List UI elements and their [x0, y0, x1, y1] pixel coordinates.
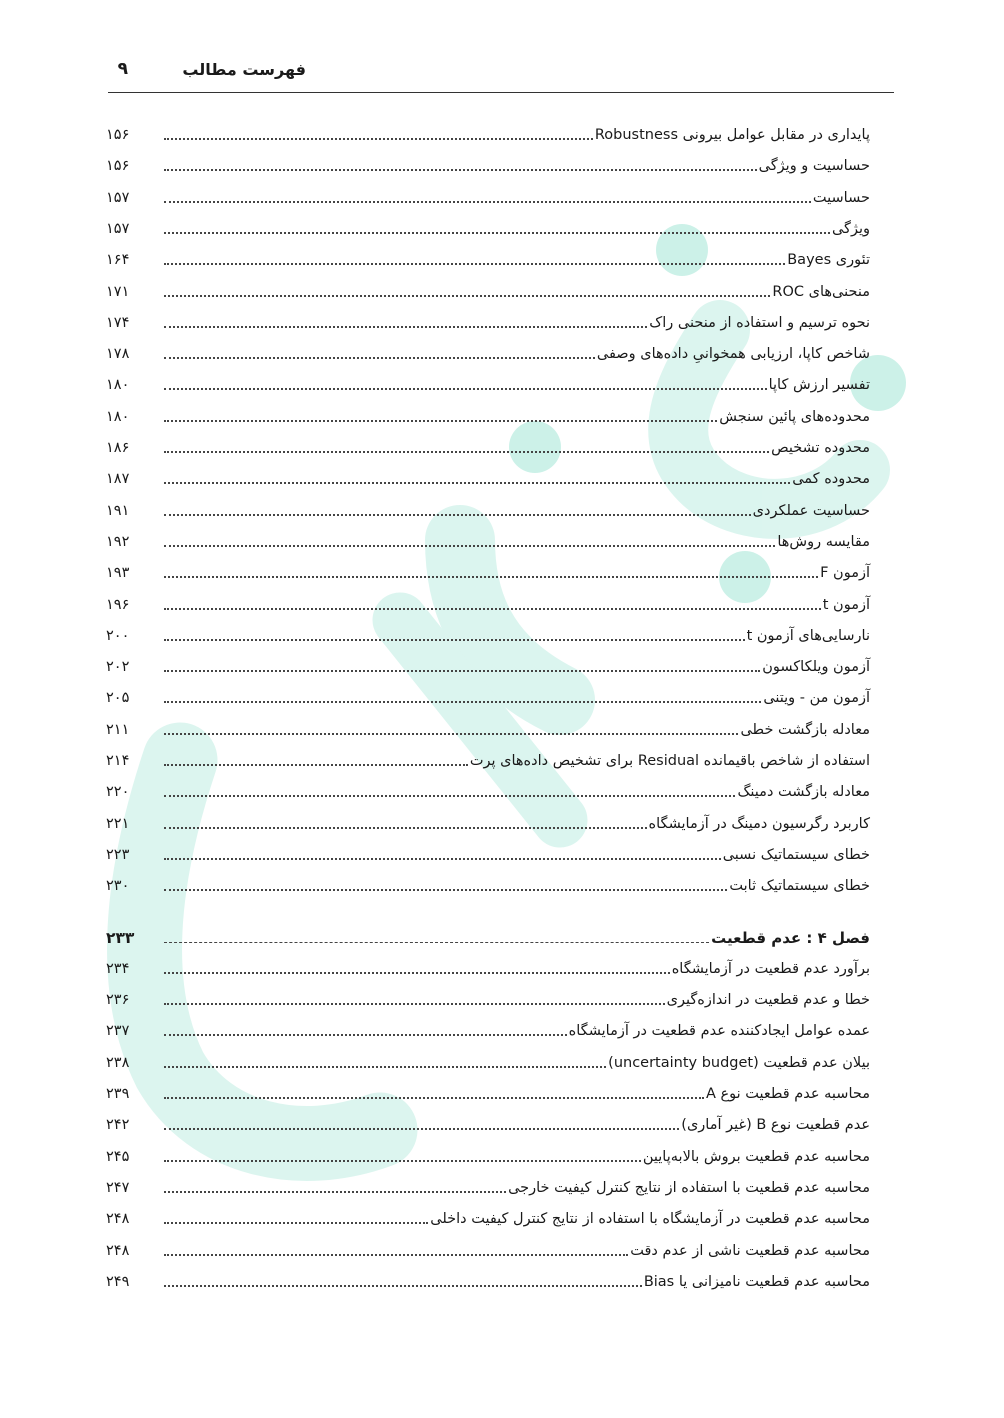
- toc-entry-page: ۲۱۱: [106, 721, 130, 738]
- toc-entry-page: ۲۰۰: [106, 627, 130, 644]
- toc-leader: [164, 482, 790, 484]
- toc-entry: [106, 713, 870, 741]
- page-number: ۹: [117, 59, 128, 79]
- toc-entry-page: ۲۳۸: [106, 1054, 130, 1071]
- toc-leader: [164, 670, 760, 672]
- toc-entry-title: محاسبه عدم قطعیت ناشی از عدم دقت: [630, 1242, 870, 1259]
- toc-leader: [164, 639, 745, 641]
- toc-entry-title: محدوده تشخیص: [771, 440, 870, 456]
- toc-entry-page: ۲۰۲: [106, 659, 130, 676]
- toc-entry: [106, 1265, 870, 1293]
- toc-entry-page: ۱۷۱: [106, 283, 130, 300]
- toc-entry-title: آزمون F: [820, 565, 870, 582]
- toc-leader: [164, 326, 647, 328]
- toc-entry-title: نحوه ترسیم و استفاده از منحنی راک: [649, 314, 870, 331]
- toc-leader: [164, 1003, 665, 1005]
- toc-leader: [164, 1222, 428, 1224]
- toc-entry: [106, 462, 870, 490]
- toc-entry: [106, 1108, 870, 1136]
- toc-entry-title: محاسبه عدم قطعیت نوع A: [705, 1086, 870, 1102]
- toc-entry: [106, 181, 870, 209]
- toc-leader: [164, 795, 735, 797]
- toc-leader: [164, 827, 647, 829]
- toc-leader: [164, 733, 738, 735]
- toc-entry-page: ۲۴۹: [106, 1273, 130, 1290]
- toc-entry: [106, 1014, 870, 1042]
- running-title: فهرست مطالب: [182, 60, 306, 79]
- toc-entry-page: ۲۳۰: [106, 878, 130, 895]
- toc-entry-title: محاسبه عدم قطعیت در آزمایشگاه با استفاده از نتایج کنترل کیفیت داخلی: [430, 1211, 870, 1228]
- toc-entry-page: ۲۲۰: [106, 784, 130, 801]
- toc-entry-page: ۲۴۵: [106, 1148, 130, 1165]
- toc-entry-title: عدم قطعیت نوع B (غیر آماری): [681, 1117, 870, 1134]
- toc-entry: [106, 1171, 870, 1199]
- toc-entry-page: ۱۹۲: [106, 533, 130, 550]
- toc-leader: [164, 169, 757, 171]
- toc-leader: [164, 1285, 642, 1287]
- toc-entry-title: کاربرد رگرسیون دمینگ در آزمایشگاه: [648, 815, 870, 832]
- toc-entry-page: ۲۳۹: [106, 1086, 130, 1102]
- toc-leader: [164, 263, 785, 265]
- toc-leader: [164, 357, 595, 359]
- toc-entry-page: ۲۳۶: [106, 992, 130, 1009]
- toc-entry-title: منحنی‌های ROC: [772, 283, 870, 300]
- toc-entry: [106, 337, 870, 365]
- toc-entry-title: محاسبه عدم قطعیت با استفاده از نتایج کنترل کیفیت خارجی: [508, 1179, 870, 1196]
- toc-entry-title: آزمون من - ویتنی: [763, 690, 870, 707]
- toc-leader: [164, 138, 593, 140]
- page-header: [108, 54, 894, 93]
- toc-entry: [106, 983, 870, 1011]
- toc-leader: [164, 764, 468, 766]
- toc-entry-page: ۲۳۷: [106, 1023, 130, 1040]
- toc-entry: [106, 869, 870, 897]
- toc-entry-page: ۲۳۳: [106, 928, 135, 947]
- toc-leader: [164, 388, 767, 390]
- toc-entry-title: عمده عوامل ایجادکننده عدم قطعیت در آزمایشگاه: [568, 1023, 870, 1040]
- toc-leader: [164, 701, 761, 703]
- toc-entry-page: ۱۸۶: [106, 440, 130, 456]
- toc-entry-title: پایداری در مقابل عوامل بیرونی Robustness: [594, 127, 870, 143]
- toc-entry-title: بیلان عدم قطعیت (uncertainty budget): [608, 1054, 870, 1071]
- toc-chapter-heading: [106, 921, 870, 949]
- toc-entry-page: ۲۱۴: [106, 753, 130, 769]
- toc-leader: [164, 576, 818, 578]
- toc-leader: [164, 232, 830, 234]
- toc-entry: [106, 650, 870, 678]
- toc-entry-page: ۱۶۴: [106, 252, 130, 269]
- toc-entry: [106, 838, 870, 866]
- toc-entry: [106, 952, 870, 980]
- toc-entry: [106, 1140, 870, 1168]
- toc-entry-title: آزمون t: [822, 596, 870, 613]
- toc-entry: [106, 400, 870, 428]
- toc-entry-title: خطای سیستماتیک ثابت: [729, 878, 870, 895]
- toc-entry-title: شاخص کاپا، ارزیابی همخوانیِ داده‌های وصفی: [596, 346, 870, 363]
- toc-entry-title: حساسیت: [812, 189, 870, 206]
- toc-entry: [106, 1202, 870, 1230]
- toc-entry-page: ۲۴۲: [106, 1117, 130, 1134]
- toc-entry: [106, 118, 870, 146]
- toc-leader: [164, 420, 717, 422]
- toc-entry: [106, 431, 870, 459]
- toc-entry-title: فصل ۴ : عدم قطعیت: [711, 928, 870, 947]
- toc-entry: [106, 1077, 870, 1105]
- toc-entry-title: آزمون ویلکاکسون: [762, 659, 870, 676]
- toc-entry-title: محدوده کمی: [792, 471, 870, 488]
- toc-entry-title: محدوده‌های پائین سنجش: [719, 408, 870, 425]
- toc-entry: [106, 525, 870, 553]
- toc-leader: [164, 1128, 679, 1130]
- toc-entry-page: ۱۹۶: [106, 596, 130, 613]
- toc-entry-page: ۲۴۸: [106, 1242, 130, 1259]
- toc-leader: [164, 295, 770, 297]
- toc-leader: [164, 1191, 506, 1193]
- toc-entry-title: برآورد عدم قطعیت در آزمایشگاه: [671, 960, 870, 977]
- toc-entry: [106, 588, 870, 616]
- toc-entry-title: خطای سیستماتیک نسبی: [722, 846, 870, 863]
- toc-entry-title: استفاده از شاخص باقیمانده Residual برای تشخیص داده‌های پرت: [469, 753, 870, 769]
- toc-entry-page: ۱۷۴: [106, 314, 130, 331]
- toc-entry: [106, 149, 870, 177]
- toc-entry: [106, 306, 870, 334]
- toc-entry-page: ۱۸۷: [106, 471, 130, 488]
- toc-leader: [164, 451, 769, 453]
- toc-entry-title: حساسیت عملکردی: [752, 502, 870, 519]
- toc-leader: [164, 1066, 606, 1068]
- toc-entry: [106, 243, 870, 271]
- toc-leader: [164, 858, 721, 860]
- toc-leader: [164, 1097, 704, 1099]
- toc-entry-title: مقایسه روش‌ها: [777, 533, 870, 550]
- toc-leader: [164, 889, 727, 891]
- toc-leader: [164, 1160, 641, 1162]
- toc-leader: [164, 608, 821, 610]
- toc-entry-title: خطا و عدم قطعیت در اندازه‌گیری: [666, 992, 870, 1009]
- toc-entry-page: ۱۵۶: [106, 158, 130, 175]
- toc-entry: [106, 807, 870, 835]
- toc-entry-title: محاسبه عدم قطعیت بروش بالابه‌پایین: [642, 1148, 870, 1165]
- toc-entry: [106, 1234, 870, 1262]
- toc-entry-title: معادله بازگشت دمینگ: [737, 784, 870, 801]
- toc-entry: [106, 775, 870, 803]
- toc-entry: [106, 494, 870, 522]
- toc-entry-title: تفسیر ارزش کاپا: [768, 377, 870, 394]
- toc-entry-page: ۱۵۷: [106, 189, 130, 206]
- toc-leader: [164, 942, 709, 943]
- toc-entry: [106, 556, 870, 584]
- toc-entry-page: ۱۵۷: [106, 220, 130, 237]
- toc-entry: [106, 1046, 870, 1074]
- toc-entry-title: محاسبه عدم قطعیت نامیزانی یا Bias: [643, 1273, 870, 1290]
- toc-entry: [106, 619, 870, 647]
- toc-entry-page: ۲۲۳: [106, 846, 130, 863]
- toc-entry-title: ویژگی: [831, 220, 870, 237]
- toc-entry-page: ۱۹۳: [106, 565, 130, 582]
- toc-entry-page: ۱۷۸: [106, 346, 130, 363]
- toc-leader: [164, 972, 670, 974]
- toc-entry-title: تئوری Bayes: [787, 252, 870, 269]
- toc-leader: [164, 201, 811, 203]
- toc-entry-page: ۲۳۴: [106, 960, 130, 977]
- toc-entry-page: ۲۴۸: [106, 1211, 130, 1228]
- toc-entry-title: معادله بازگشت خطی: [740, 721, 870, 738]
- toc-entry-page: ۲۰۵: [106, 690, 130, 707]
- toc-leader: [164, 545, 775, 547]
- toc-leader: [164, 514, 751, 516]
- toc-entry-page: ۱۹۱: [106, 502, 130, 519]
- toc-entry-page: ۱۸۰: [106, 408, 130, 425]
- toc-entry-page: ۱۵۶: [106, 127, 130, 143]
- toc-entry: [106, 744, 870, 772]
- toc-entry-page: ۲۲۱: [106, 815, 130, 832]
- toc-leader: [164, 1254, 628, 1256]
- toc-entry-page: ۱۸۰: [106, 377, 130, 394]
- toc-entry-title: نارسایی‌های آزمون t: [746, 627, 870, 644]
- toc-entry: [106, 681, 870, 709]
- toc-entry-page: ۲۴۷: [106, 1179, 130, 1196]
- toc-leader: [164, 1034, 567, 1036]
- toc-entry: [106, 212, 870, 240]
- toc-entry-title: حساسیت و ویژگی: [758, 158, 870, 175]
- toc-entry: [106, 275, 870, 303]
- toc-entry: [106, 368, 870, 396]
